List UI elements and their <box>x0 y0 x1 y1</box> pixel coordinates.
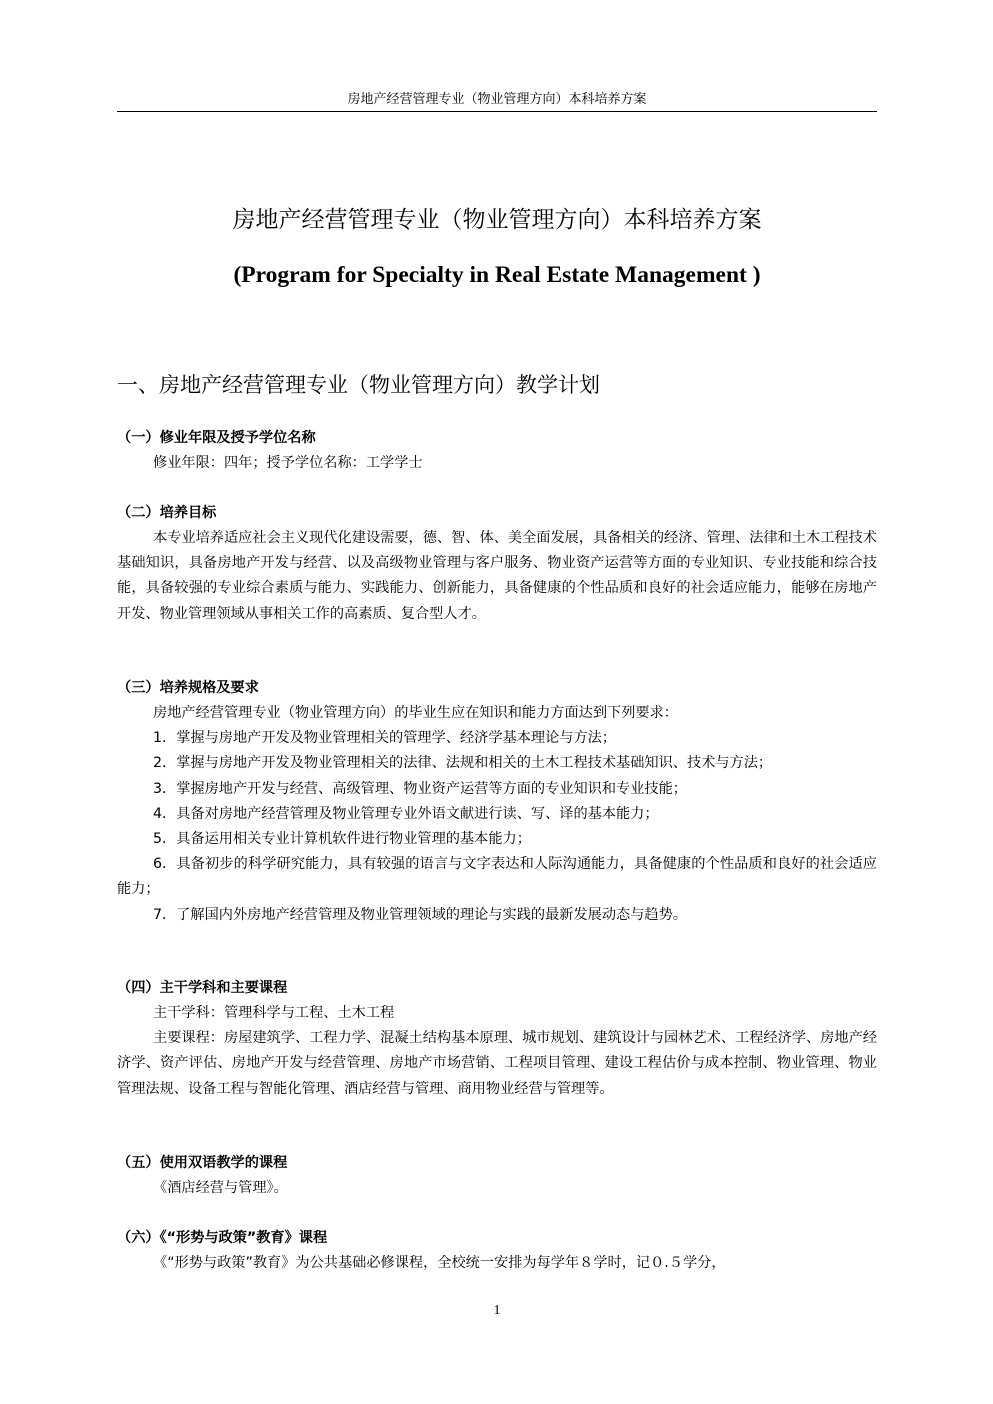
subsection-policy-course <box>117 1226 877 1276</box>
requirement-item: 5．具备运用相关专业计算机软件进行物业管理的基本能力； <box>153 831 531 848</box>
requirement-item: 4．具备对房地产经营管理及物业管理专业外语文献进行读、写、译的基本能力； <box>153 805 659 822</box>
requirement-item: 3．掌握房地产开发与经营、高级管理、物业资产运营等方面的专业知识和专业技能； <box>153 780 687 797</box>
subsection-training-objective <box>117 501 877 627</box>
running-header: 房地产经营管理专业（物业管理方向）本科培养方案 <box>347 92 647 107</box>
paragraph: 主要课程：房屋建筑学、工程力学、混凝土结构基本原理、城市规划、建筑设计与园林艺术、工程经济学、房地产经济学、资产评估、房地产开发与经营管理、房地产市场营销、工程项目管理、建设工程估价与成本控制、物业管理、物业管理法规、设备工程与智能化管理、酒店经营与管理、商用物业经营与管理等。 <box>117 1030 877 1097</box>
subsection-bilingual-courses <box>117 1151 877 1201</box>
paragraph: 《“形势与政策”教育》为公共基础必修课程，全校统一安排为每学年８学时，记０.５学分， <box>153 1255 726 1271</box>
subsection-requirements <box>117 676 877 928</box>
paragraph: 房地产经营管理专业（物业管理方向）的毕业生应在知识和能力方面达到下列要求： <box>153 705 678 721</box>
document-title-chinese: 房地产经营管理专业（物业管理方向）本科培养方案 <box>232 207 762 233</box>
subsection-heading: （一）修业年限及授予学位名称 <box>117 430 316 446</box>
document-title-english: (Program for Specialty in Real Estate Management ) <box>233 262 761 288</box>
subsection-heading: （四）主干学科和主要课程 <box>117 980 288 996</box>
subsection-duration-degree <box>117 426 877 476</box>
paragraph: 主干学科：管理科学与工程、土木工程 <box>153 1005 395 1021</box>
paragraph: 修业年限：四年；授予学位名称：工学学士 <box>153 455 423 471</box>
page-number: 1 <box>493 1303 501 1318</box>
requirement-item: 2．掌握与房地产开发及物业管理相关的法律、法规和相关的土木工程技术基础知识、技术与方法； <box>153 755 773 772</box>
requirement-item: 6．具备初步的科学研究能力，具有较强的语言与文字表达和人际沟通能力，具备健康的个性品质和良好的社会适应能力； <box>117 856 877 898</box>
section-heading: 一、房地产经营管理专业（物业管理方向）教学计划 <box>117 373 600 397</box>
subsection-disciplines-courses <box>117 976 877 1102</box>
paragraph: 《酒店经营与管理》。 <box>153 1180 288 1196</box>
subsection-heading: （三）培养规格及要求 <box>117 680 259 696</box>
header-rule <box>117 111 877 112</box>
subsection-heading: （五）使用双语教学的课程 <box>117 1155 288 1171</box>
requirement-item: 7．了解国内外房地产经营管理及物业管理领域的理论与实践的最新发展动态与趋势。 <box>153 906 687 923</box>
subsection-heading: （二）培养目标 <box>117 505 217 521</box>
paragraph: 本专业培养适应社会主义现代化建设需要，德、智、体、美全面发展，具备相关的经济、管理、法律和土木工程技术基础知识，具备房地产开发与经营、以及高级物业管理与客户服务、物业资产运营等方面的专业知识、专业技能和综合技能，具备较强的专业综合素质与能力、实践能力、创新能力，具备健康的个性品质和良好的社会适应能力，能够在房地产开发、物业管理领域从事相关工作的高素质、复合型人才。 <box>117 530 877 622</box>
requirement-item: 1．掌握与房地产开发及物业管理相关的管理学、经济学基本理论与方法； <box>153 730 617 747</box>
subsection-heading: （六）《“形势与政策”教育》课程 <box>117 1230 328 1246</box>
